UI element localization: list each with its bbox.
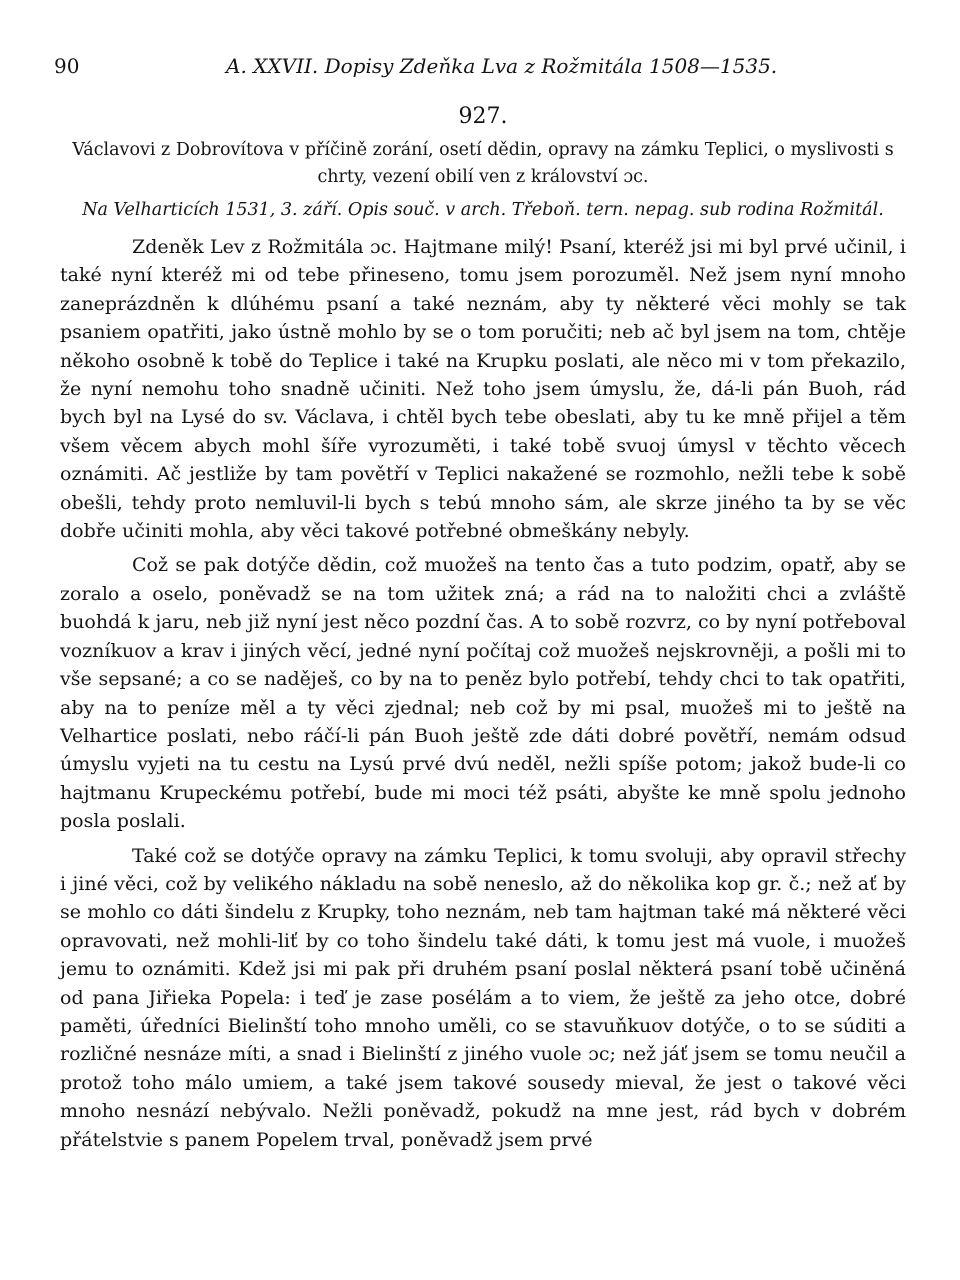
document-number: 927. — [458, 104, 508, 129]
letter-paragraph-1: Zdeněk Lev z Rožmitála ɔc. Hajtmane milý! Psaní, kteréž jsi mi byl prvé učinil, i také nyní kteréž mi od tebe přineseno, tomu jsem porozuměl. Než jsem nyní mnoho zaneprázdněn k dlúhému psaní a také neznám, aby ty některé věci mohly se tak psaniem opatřiti, jako ústně mohlo by se o tom poručiti; neb ač byl jsem na tom, chtěje někoho osobně k tobě do Teplice i také na Krupku poslati, ale něco mi v tom překazilo, že nyní nemohu toho snadně učiniti. Než toho jsem úmyslu, že, dá-li pán Buoh, rád bych byl na Lysé do sv. Václava, i chtěl bych tebe obeslati, aby tu ke mně přijel a těm všem věcem abych mohl šíře vyrozuměti, i také tobě svuoj úmysl v těchto věcech oznámiti. Ač jestliže by tam povětří v Teplici nakažené se rozmohlo, nežli tebe k sobě obešli, tehdy proto nemluvil-li bych s tebú mnoho sám, ale skrze jiného ta by se věc dobře učiniti mohla, aby věci takové potřebné obmeškány nebyly. — [60, 236, 906, 543]
letter-paragraph-2: Což se pak dotýče dědin, což muožeš na tento čas a tuto podzim, opatř, aby se zoralo a oselo, poněvadž se na tom užitek zná; a rád na to naložiti chci a zvláště buohdá k jaru, neb již nyní jest něco pozdní čas. A to sobě rozvrz, co by nyní potřeboval vozníkuov a krav i jiných věcí, jedné nyní počítaj což muožeš nejskrovněji, a pošli mi to vše sepsané; a co se naděješ, co by na to peněz bylo potřebí, tehdy chci to tak opatřiti, aby na to peníze měl a ty věci zjednal; neb což by mi psal, muožeš mi to ještě na Velhartice poslati, nebo ráčí-li pán Buoh ještě zde dáti dobré povětří, nemám odsud úmyslu vyjeti na tu cestu na Lysú prvé dvú neděl, nežli spíše potom; jakož bude-li co hajtmanu Krupeckému potřebí, bude mi moci též psáti, abyšte ke mně spolu jednoho posla poslali. — [60, 554, 906, 833]
page-number: 90 — [54, 54, 80, 78]
running-head — [54, 44, 906, 94]
source-note: Na Velharticích 1531, 3. září. Opis souč. v arch. Třeboň. tern. nepag. sub rodina Rožmitál. — [82, 200, 884, 220]
document-page — [54, 44, 906, 1154]
running-title: A. XXVII. Dopisy Zdeňka Lva z Rožmitála 1508—1535. — [226, 54, 778, 78]
letter-body — [60, 233, 906, 1154]
letter-paragraph-3: Také což se dotýče opravy na zámku Teplici, k tomu svoluji, aby opravil střechy i jiné věci, což by velikého nákladu na sobě neneslo, až do několika kop gr. č.; než ať by se mohlo co dáti šindelu z Krupky, toho neznám, neb tam hajtman také má některé věci opravovati, než mohli-liť by co toho šindelu také dáti, k tomu jest má vuole, i muožeš jemu to oznámiti. Kdež jsi mi pak při druhém psaní poslal některá psaní tobě učiněná od pana Jiřieka Popela: i teď je zase posélám a to viem, že ještě za jeho otce, dobré paměti, úředníci Bielinští toho mnoho uměli, co se stavuňkuov dotýče, o to se súditi a rozličné nesnáze míti, a snad i Bielinští z jiného vuole ɔc; než jáť jsem se tomu neučil a protož toho málo umiem, a také jsem takové sousedy mieval, že jest o takové věci mnoho nesnází nebývalo. Nežli poněvadž, pokudž na mne jest, rád bych v dobrém přátelstvie s panem Popelem trval, poněvadž jsem prvé — [60, 844, 906, 1151]
document-regest: Václavovi z Dobrovítova v příčině zorání, osetí dědin, opravy na zámku Teplici, o myslivosti s chrty, vezení obilí ven z království ɔc. — [72, 140, 894, 187]
